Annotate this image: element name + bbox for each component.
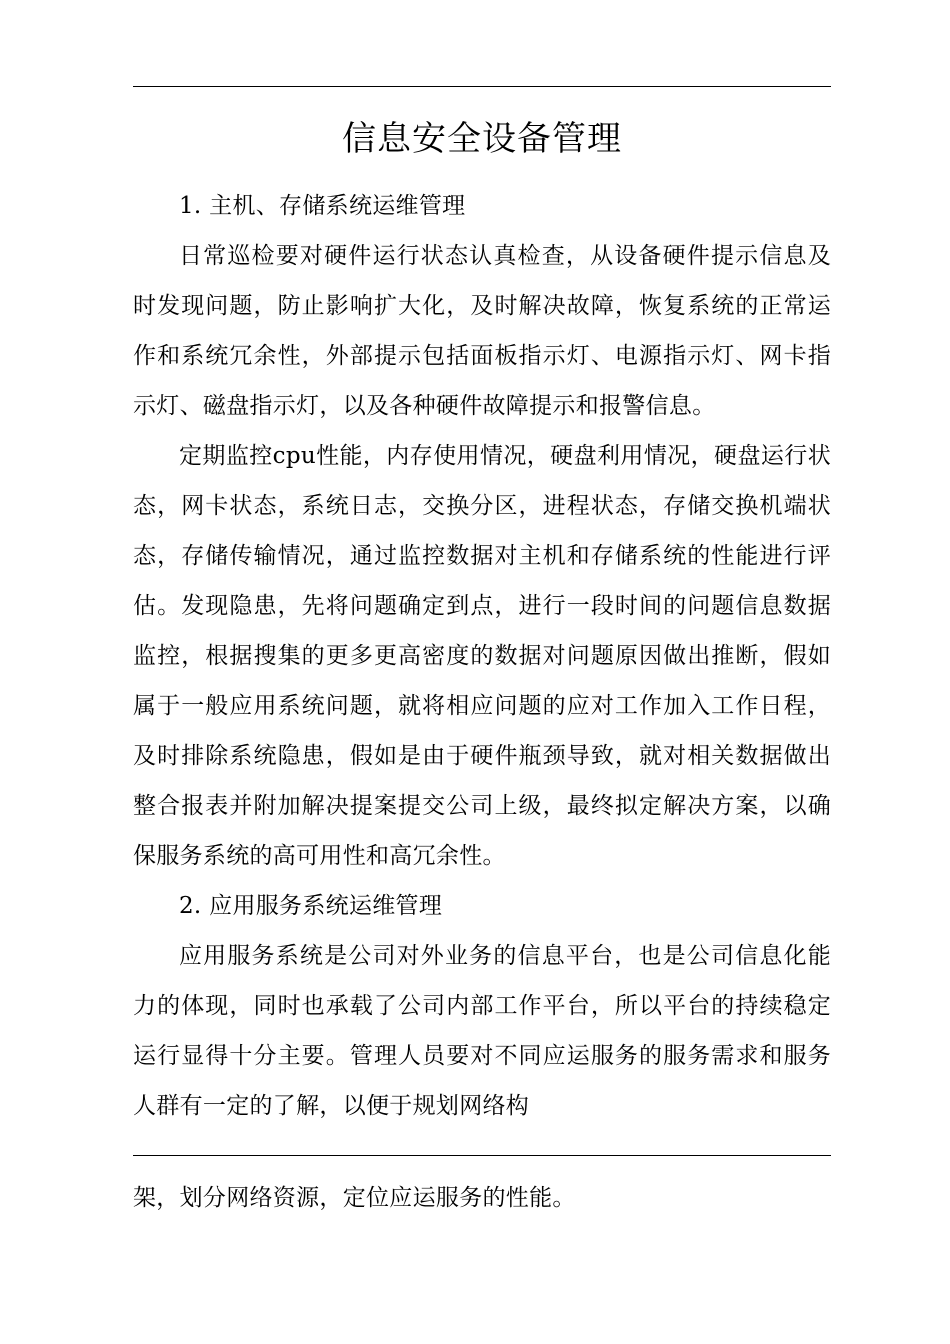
section-2-paragraph-1: 应用服务系统是公司对外业务的信息平台，也是公司信息化能力的体现，同时也承载了公司内部工作平台，所以平台的持续稳定运行显得十分主要。管理人员要对不同应运服务的服务需求和服务人群有一定的了解，以便于规划网络构 (133, 943, 831, 1119)
section-1-paragraph-2: 定期监控cpu性能，内存使用情况，硬盘利用情况，硬盘运行状态，网卡状态，系统日志，交换分区，进程状态，存储交换机端状态，存储传输情况，通过监控数据对主机和存储系统的性能进行评估。发现隐患，先将问题确定到点，进行一段时间的问题信息数据监控，根据搜集的更多更高密度的数据对问题原因做出推断，假如属于一般应用系统问题，就将相应问题的应对工作加入工作日程，及时排除系统隐患，假如是由于硬件瓶颈导致，就对相关数据做出整合报表并附加解决提案提交公司上级，最终拟定解决方案，以确保服务系统的高可用性和高冗余性。 (133, 443, 831, 869)
page-break-rule (133, 1155, 831, 1156)
section-1-heading: 1. 主机、存储系统运维管理 (179, 193, 466, 219)
section-2-heading: 2. 应用服务系统运维管理 (179, 893, 443, 919)
header-rule (133, 86, 831, 87)
continued-paragraph: 架，划分网络资源，定位应运服务的性能。 (133, 1185, 576, 1211)
continued-body (133, 1173, 831, 1223)
section-1-paragraph-1: 日常巡检要对硬件运行状态认真检查，从设备硬件提示信息及时发现问题，防止影响扩大化，及时解决故障，恢复系统的正常运作和系统冗余性，外部提示包括面板指示灯、电源指示灯、网卡指示灯、磁盘指示灯，以及各种硬件故障提示和报警信息。 (133, 243, 831, 419)
document-body (133, 181, 831, 1131)
document-title: 信息安全设备管理 (342, 119, 622, 159)
